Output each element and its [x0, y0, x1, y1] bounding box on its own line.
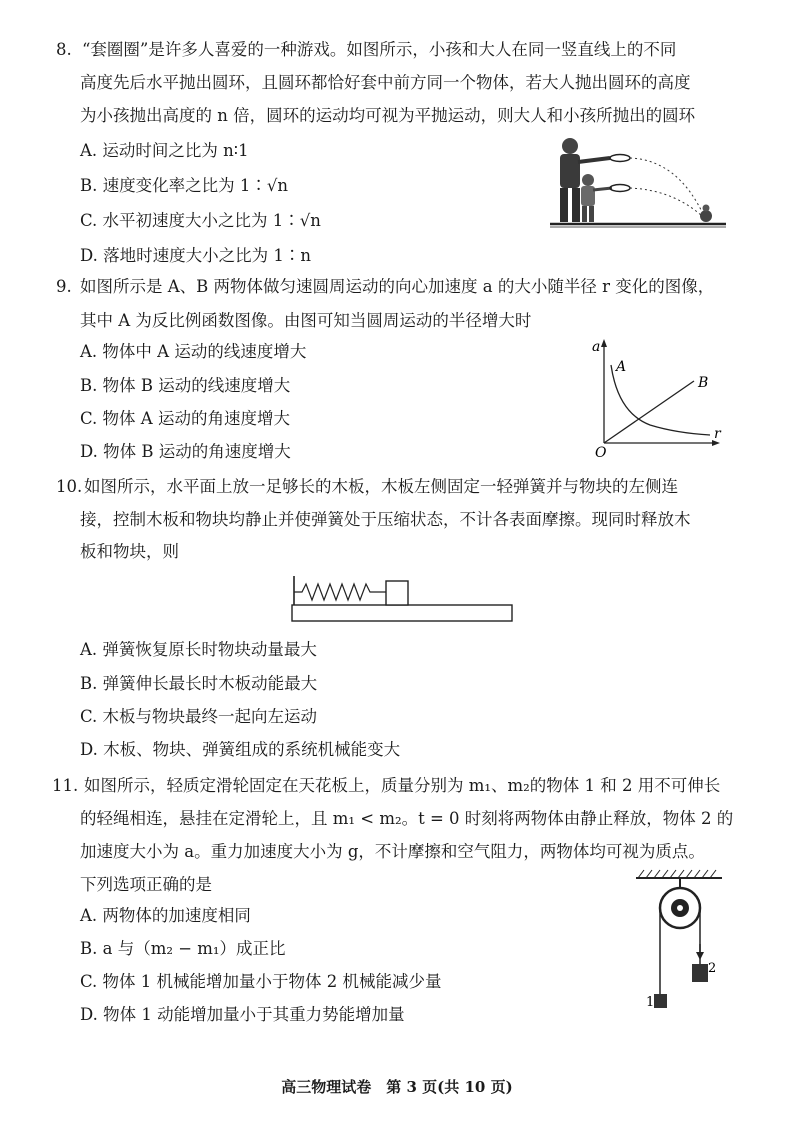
q9-option-c: C. 物体 A 运动的角速度增大 [80, 409, 290, 428]
spring [294, 584, 386, 600]
object-2 [692, 964, 708, 982]
line-b-label: B [698, 375, 709, 391]
question-10-line-3: 板和物块，则 [80, 542, 179, 561]
question-11-number: 11. [52, 776, 79, 795]
page-footer: 高三物理试卷 第 3 页(共 10 页) [281, 1078, 513, 1096]
r-axis-label: r [714, 426, 721, 442]
ring-toss-figure [548, 132, 728, 232]
question-11-line-2: 的轻绳相连，悬挂在定滑轮上，且 m₁ < m₂。t = 0 时刻将两物体由静止释放，物体 2 的 [80, 809, 734, 828]
question-10-number: 10. [56, 477, 83, 496]
acceleration-radius-graph [586, 335, 726, 460]
q11-option-b: B. a 与（m₂ − m₁）成正比 [80, 939, 286, 958]
question-8-number: 8. [56, 40, 72, 59]
question-10-line-2: 接，控制木板和物块均静止并使弹簧处于压缩状态，不计各表面摩擦。现同时释放木 [80, 510, 691, 529]
q11-option-d: D. 物体 1 动能增加量小于其重力势能增加量 [80, 1005, 405, 1024]
question-11-line-3: 加速度大小为 a。重力加速度大小为 g，不计摩擦和空气阻力，两物体均可视为质点。 [80, 842, 705, 861]
question-11-line-4: 下列选项正确的是 [80, 875, 212, 894]
q11-option-c: C. 物体 1 机械能增加量小于物体 2 机械能减少量 [80, 972, 442, 991]
object-2-label: 2 [708, 961, 717, 976]
block [386, 581, 408, 605]
curve-a-label: A [616, 359, 627, 375]
spring-board-figure [292, 574, 514, 624]
q10-option-b: B. 弹簧伸长最长时木板动能最大 [80, 674, 318, 693]
q9-option-a: A. 物体中 A 运动的线速度增大 [80, 342, 307, 361]
origin-label: O [595, 445, 607, 461]
a-axis-label: a [592, 339, 601, 355]
q10-option-c: C. 木板与物块最终一起向左运动 [80, 707, 318, 726]
q8-option-d: D. 落地时速度大小之比为 1∶n [80, 246, 312, 265]
q10-option-d: D. 木板、物块、弹簧组成的系统机械能变大 [80, 740, 401, 759]
q8-option-b: B. 速度变化率之比为 1∶√n [80, 176, 289, 195]
question-11-line-1: 如图所示，轻质定滑轮固定在天花板上，质量分别为 m₁、m₂的物体 1 和 2 用不可伸长 [84, 776, 721, 795]
question-8-line-2: 高度先后水平抛出圆环，且圆环都恰好套中前方同一个物体，若大人抛出圆环的高度 [80, 73, 691, 92]
q8-option-a: A. 运动时间之比为 n∶1 [80, 141, 249, 160]
curve-a [611, 365, 710, 435]
object-1 [654, 994, 667, 1008]
q9-option-b: B. 物体 B 运动的线速度增大 [80, 376, 291, 395]
q8-option-c: C. 水平初速度大小之比为 1∶√n [80, 211, 321, 230]
q9-option-d: D. 物体 B 运动的角速度增大 [80, 442, 291, 461]
object-1-label: 1 [646, 995, 655, 1010]
question-10-line-1: 如图所示，水平面上放一足够长的木板，木板左侧固定一轻弹簧并与物块的左侧连 [84, 477, 678, 496]
pulley-figure [634, 868, 726, 1014]
question-9-number: 9. [56, 277, 72, 296]
question-9-line-1: 如图所示是 A、B 两物体做匀速圆周运动的向心加速度 a 的大小随半径 r 变化的图像， [80, 277, 715, 296]
q10-option-a: A. 弹簧恢复原长时物块动量最大 [80, 640, 317, 659]
q11-option-a: A. 两物体的加速度相同 [80, 906, 251, 925]
wooden-board [292, 605, 512, 621]
question-8-line-3: 为小孩抛出高度的 n 倍，圆环的运动均可视为平抛运动，则大人和小孩所抛出的圆环 [80, 106, 696, 125]
question-9-line-2: 其中 A 为反比例函数图像。由图可知当圆周运动的半径增大时 [80, 311, 532, 330]
question-8-line-1: “套圈圈”是许多人喜爱的一种游戏。如图所示，小孩和大人在同一竖直线上的不同 [82, 40, 677, 59]
